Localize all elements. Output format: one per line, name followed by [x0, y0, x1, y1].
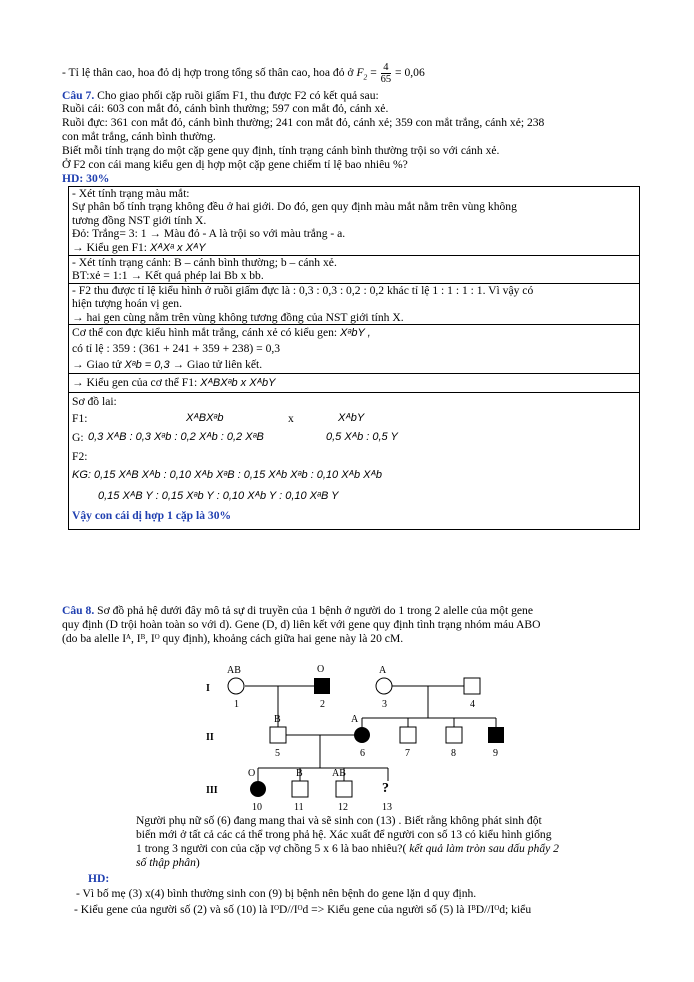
individual-11	[292, 781, 308, 797]
svg-text:9: 9	[493, 748, 498, 759]
svg-text:B: B	[274, 714, 281, 725]
q8-text-3: (do ba alelle Iᴬ, Iᴮ, Iᴼ quy định), khoảng cách giữa hai gene này là 20 cM.	[62, 632, 404, 645]
svg-text:13: 13	[382, 802, 392, 813]
q8-text-1: Câu 8. Sơ đồ phả hệ dưới đây mô tả sự di truyền của 1 bệnh ở người do 1 trong 2 alelle của một gene	[62, 604, 533, 617]
svg-text:AB: AB	[227, 665, 241, 676]
q7-female: Ruồi cái: 603 con mắt đỏ, cánh bình thường; 597 con mắt đỏ, cánh xẻ.	[62, 102, 389, 115]
svg-text:1: 1	[234, 699, 239, 710]
individual-10	[250, 781, 266, 797]
ratio-prefix: - Tỉ lệ thân cao, hoa đỏ dị hợp trong tổng số thân cao, hoa đỏ ở	[62, 66, 357, 80]
q8-hd-label: HD:	[88, 872, 110, 885]
individual-9	[488, 727, 504, 743]
equals-sign: =	[370, 66, 377, 80]
solution-row-wing: - Xét tính trạng cánh: B – cánh bình thường; b – cánh xẻ. BT:xẻ = 1:1 → Kết quả phép lai Bb x bb.	[69, 256, 640, 284]
solution-row-f1-genotype: → Kiểu gen của cơ thể F1: XᴬBXᵃb x XᴬbY	[69, 374, 640, 393]
svg-text:AB: AB	[332, 768, 346, 779]
f2-symbol: $F_2$	[356, 66, 368, 82]
individual-13-unknown: ?	[382, 781, 389, 796]
q7-question: Ở F2 con cái mang kiểu gen dị hợp một cặp gene chiếm tỉ lệ bao nhiêu %?	[62, 158, 408, 171]
gen-I-label: I	[206, 683, 210, 694]
individual-1	[228, 678, 244, 694]
fraction-denominator: 65	[380, 74, 392, 85]
ratio-result: = 0,06	[395, 66, 425, 80]
gen-III-label: III	[206, 785, 218, 796]
svg-text:5: 5	[275, 748, 280, 759]
q8-title: Câu 8.	[62, 604, 95, 617]
solution-row-cross-diagram: Sơ đồ lai: F1: XᴬBXᵃb x XᴬbY G: 0,3 XᴬB : 0,3 Xᵃb : 0,2 Xᴬb : 0,2 XᵃB 0,5 Xᴬb : 0,5 Y F2: KG: 0,15 XᴬB Xᴬb : 0,10 Xᴬb XᵃB : 0,15 Xᴬb Xᵃb : 0,10 Xᴬb Xᴬb 0,15 XᴬB Y : 0,15 Xᵃb Y : 0,10 Xᴬb Y : 0,10 XᵃB Y Vậy con cái dị hợp 1 cặp là 30%	[69, 393, 640, 530]
q7-male-2: con mắt trắng, cánh bình thường.	[62, 130, 216, 143]
solution-row-eye-color: - Xét tính trạng màu mắt: Sự phân bố tính trạng không đều ở hai giới. Do đó, gen quy định màu mắt nằm trên vùng không tương đồng NST giới tính X. Đỏ: Trắng= 3: 1 → Màu đỏ - A là trội so với màu trắng - a. → Kiểu gen F1: XᴬXᵃ x XᴬY	[69, 187, 640, 256]
svg-text:2: 2	[320, 699, 325, 710]
svg-text:8: 8	[451, 748, 456, 759]
q8-text-2: quy định (D trội hoàn toàn so với d). Gene (D, d) liên kết với gene quy định tình trạng nhóm máu ABO	[62, 618, 541, 631]
q7-conclusion: Vậy con cái dị hợp 1 cặp là 30%	[72, 509, 232, 523]
q7-note: Biết mỗi tính trạng do một cặp gene quy định, tính trạng cánh bình thường trội so với cánh xẻ.	[62, 144, 500, 157]
q8-hd-1: - Vì bố mẹ (3) x(4) bình thường sinh con (9) bị bệnh nên bệnh do gene lặn d quy định.	[76, 887, 477, 900]
svg-text:A: A	[379, 665, 387, 676]
svg-text:6: 6	[360, 748, 365, 759]
q7-intro: Câu 7. Cho giao phối cặp ruồi giấm F1, thu được F2 có kết quả sau:	[62, 89, 379, 102]
individual-6	[354, 727, 370, 743]
q7-title: Câu 7.	[62, 89, 95, 102]
solution-row-male-white: Cơ thể con đực kiểu hình mắt trắng, cánh xẻ có kiểu gen: XᵃbY , có tỉ lệ : 359 : (361 + 241 + 359 + 238) = 0,3 → Giao tử Xᵃb = 0,3 → Giao tử liên kết.	[69, 325, 640, 374]
individual-7	[400, 727, 416, 743]
pedigree-chart	[62, 656, 650, 816]
q7-male-1: Ruồi đực: 361 con mắt đỏ, cánh bình thường; 241 con mắt đỏ, cánh xẻ; 359 con mắt trắng, cánh xẻ; 238	[62, 116, 545, 129]
solution-table	[68, 186, 640, 530]
ratio-line	[62, 62, 425, 85]
q7-answer: HD: 30%	[62, 172, 110, 185]
q8-para-2: biến mới ở tất cả các cá thể trong phả hệ. Xác xuất để người con số 13 có kiểu hình giống	[136, 828, 552, 841]
svg-text:7: 7	[405, 748, 410, 759]
individual-2	[314, 678, 330, 694]
svg-text:10: 10	[252, 802, 262, 813]
q8-para-4: số thập phân)	[136, 856, 200, 869]
svg-text:O: O	[317, 664, 325, 675]
q8-para-1: Người phụ nữ số (6) đang mang thai và sẽ sinh con (13) . Biết rằng không phát sinh đột	[136, 814, 542, 827]
individual-5	[270, 727, 286, 743]
svg-text:B: B	[296, 768, 303, 779]
individual-12	[336, 781, 352, 797]
svg-text:11: 11	[294, 802, 304, 813]
individual-4	[464, 678, 480, 694]
individual-3	[376, 678, 392, 694]
svg-text:O: O	[248, 768, 256, 779]
svg-text:A: A	[351, 714, 359, 725]
q8-para-3: 1 trong 3 người con của cặp vợ chồng 5 x 6 là bao nhiêu?( kết quả làm tròn sau dấu phẩy 2	[136, 842, 559, 855]
fraction-numerator: 4	[381, 62, 392, 74]
svg-text:12: 12	[338, 802, 348, 813]
f1-genotype: XᴬXᵃ x XᴬY	[149, 241, 206, 254]
individual-8	[446, 727, 462, 743]
gen-II-label: II	[206, 732, 214, 743]
svg-text:3: 3	[382, 699, 387, 710]
solution-row-crossover: - F2 thu được tỉ lệ kiểu hình ở ruồi giấm đực là : 0,3 : 0,3 : 0,2 : 0,2 khác tỉ lệ 1 : 1 : 1 : 1. Vì vậy có hiện tượng hoán vị gen. → hai gen cùng nằm trên vùng không tương đồng của NST giới tính X.	[69, 283, 640, 324]
svg-text:4: 4	[470, 699, 475, 710]
ratio-fraction	[381, 62, 392, 85]
q8-hd-2: - Kiểu gene của người số (2) và số (10) là IᴼD//Iᴼd => Kiểu gene của người số (5) là IᴮD//Iᴼd; kiểu	[74, 903, 532, 916]
